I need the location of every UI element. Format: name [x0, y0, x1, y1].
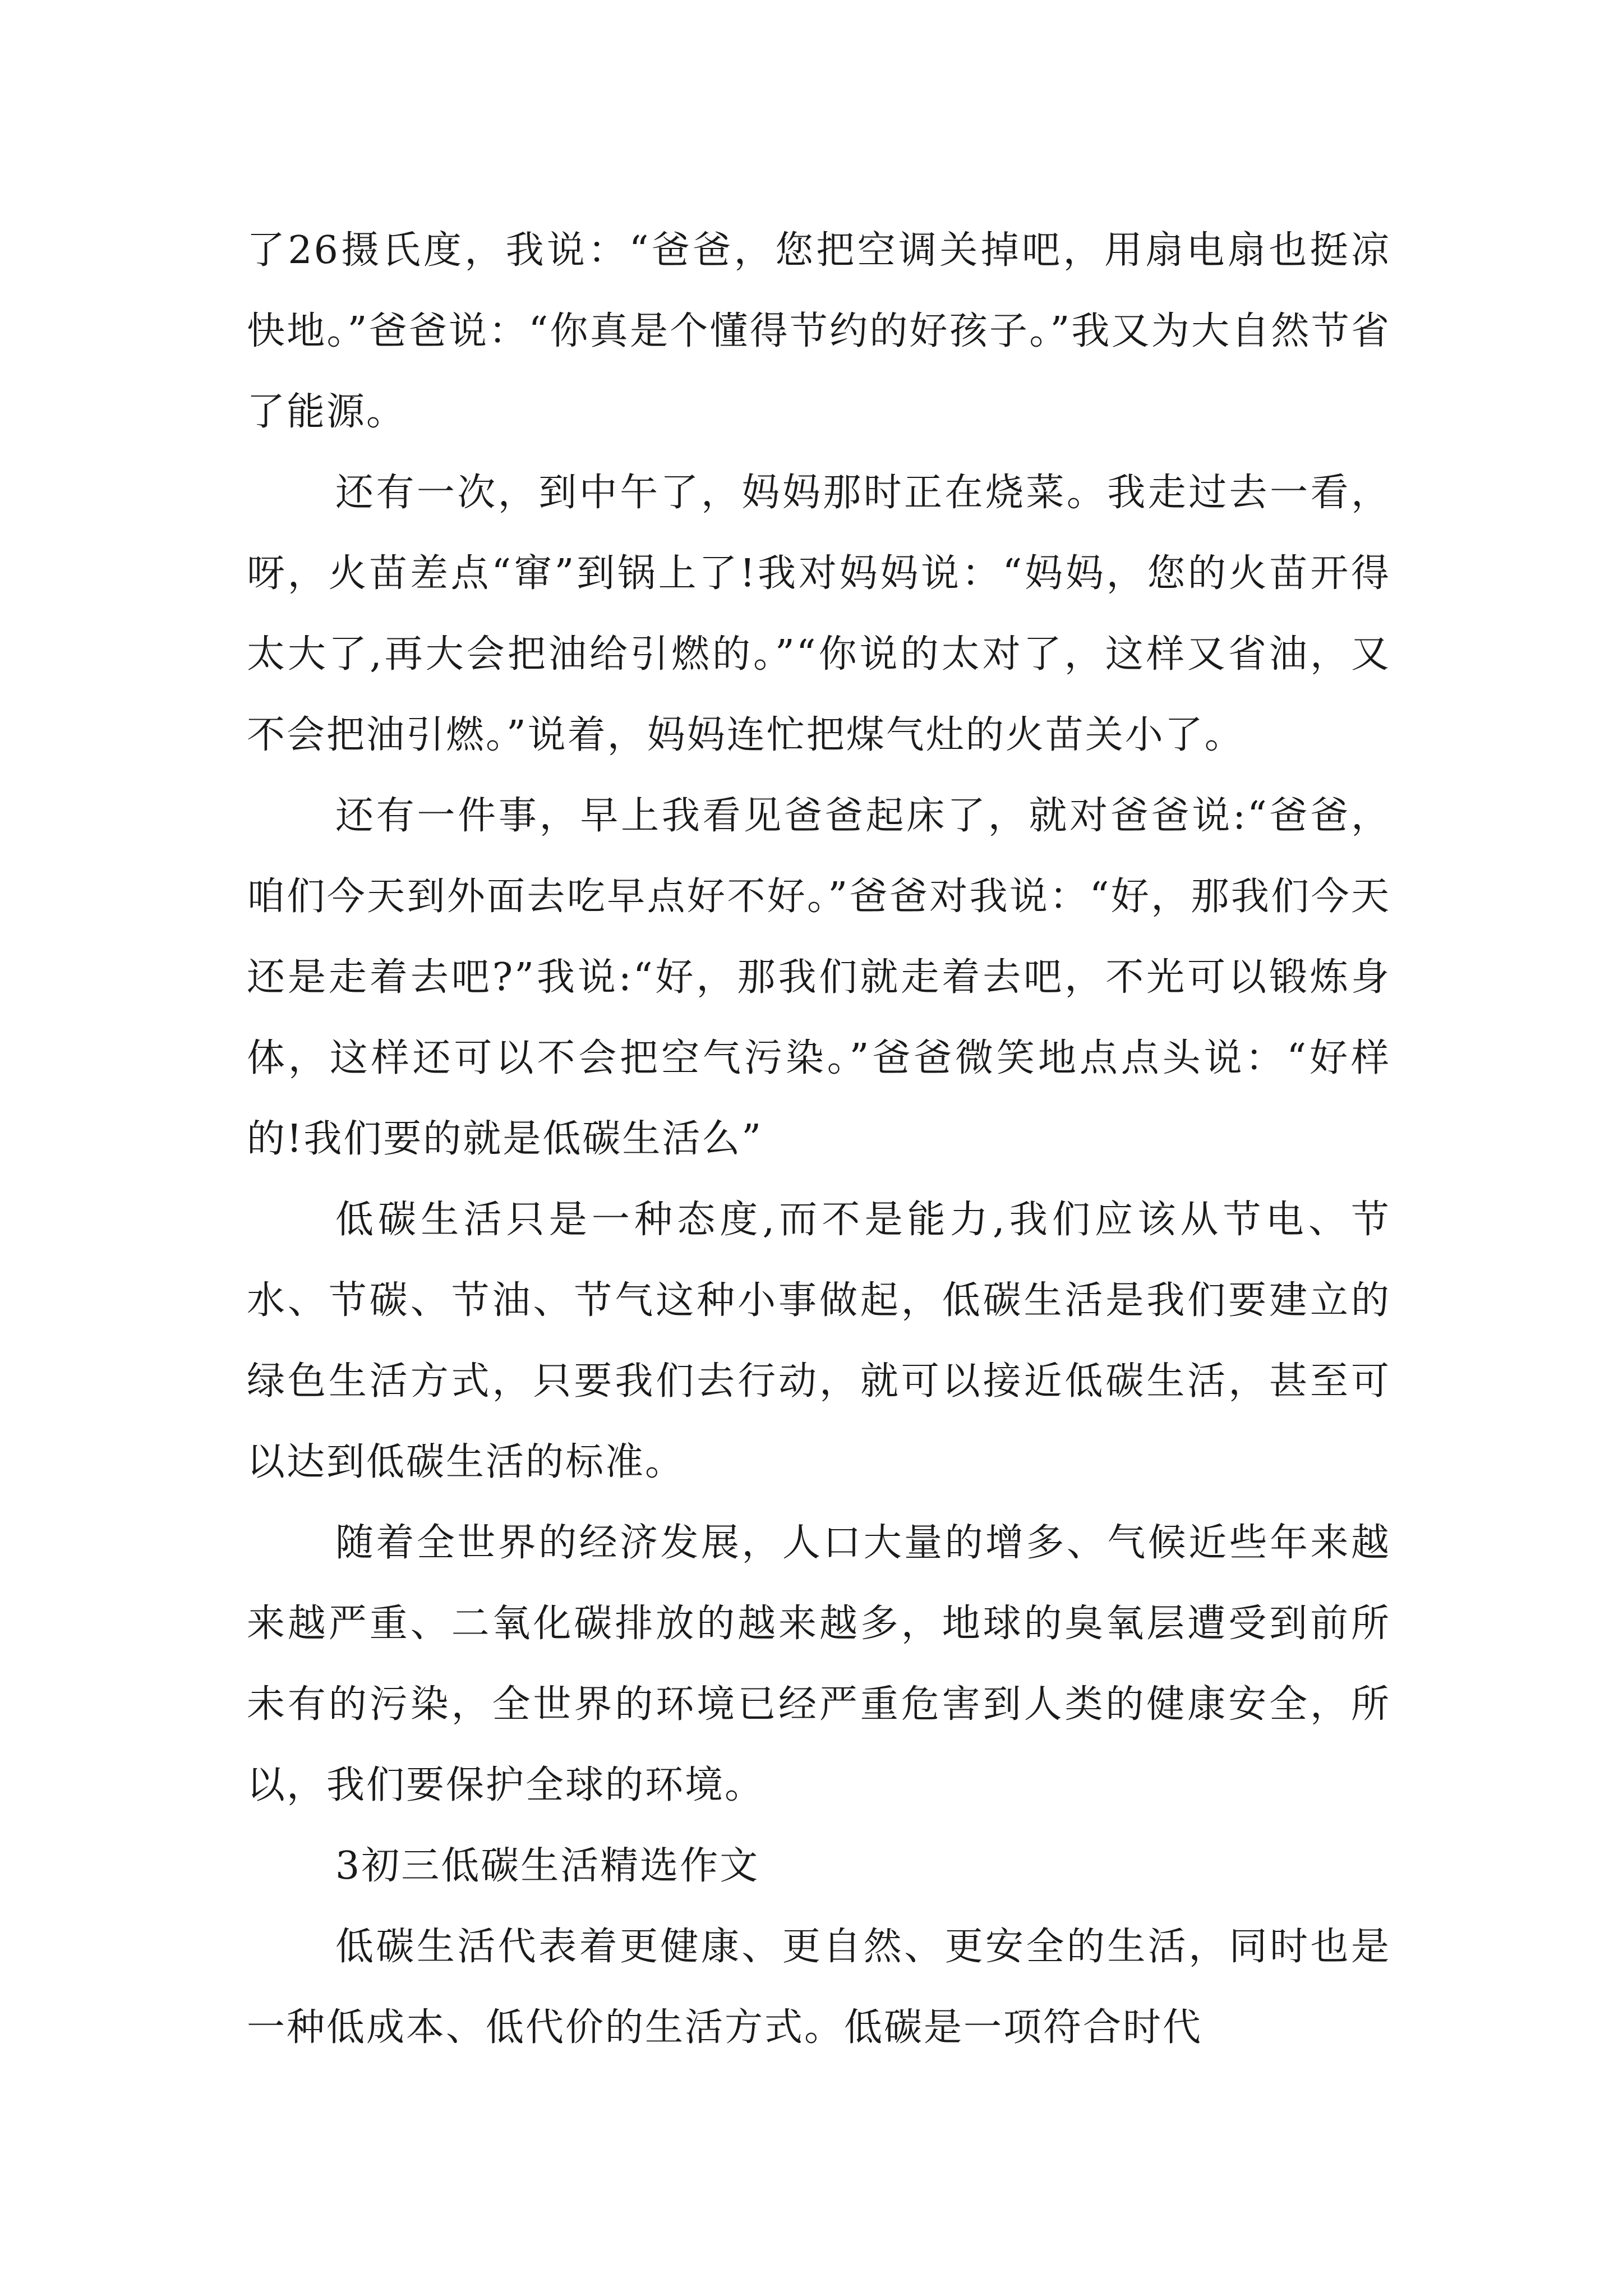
- paragraph-1: 了26摄氏度，我说：“爸爸，您把空调关掉吧，用扇电扇也挺凉快地。”爸爸说：“你真是个懂得节约的好孩子。”我又为大自然节省了能源。: [247, 228, 1391, 434]
- paragraph-5: 随着全世界的经济发展，人口大量的增多、气候近些年来越来越严重、二氧化碳排放的越来越多，地球的臭氧层遭受到前所未有的污染，全世界的环境已经严重危害到人类的健康安全，所以，我们要保护全球的环境。: [247, 1521, 1391, 1807]
- paragraph-3: 还有一件事，早上我看见爸爸起床了，就对爸爸说:“爸爸，咱们今天到外面去吃早点好不好。”爸爸对我说：“好，那我们今天还是走着去吧?”我说:“好，那我们就走着去吧，不光可以锻炼身体，这样还可以不会把空气污染。”爸爸微笑地点点头说：“好样的!我们要的就是低碳生活么”: [247, 794, 1391, 1161]
- paragraph-4: 低碳生活只是一种态度,而不是能力,我们应该从节电、节水、节碳、节油、节气这种小事做起，低碳生活是我们要建立的绿色生活方式，只要我们去行动，就可以接近低碳生活，甚至可以达到低碳生活的标准。: [247, 1198, 1391, 1484]
- paragraph-2: 还有一次，到中午了，妈妈那时正在烧菜。我走过去一看，呀，火苗差点“窜”到锅上了!我对妈妈说：“妈妈，您的火苗开得太大了,再大会把油给引燃的。”“你说的太对了，这样又省油，又不会把油引燃。”说着，妈妈连忙把煤气灶的火苗关小了。: [247, 471, 1391, 757]
- document-body: [247, 210, 1391, 2068]
- paragraph-6: 低碳生活代表着更健康、更自然、更安全的生活，同时也是一种低成本、低代价的生活方式。低碳是一项符合时代: [247, 1925, 1391, 2050]
- section-heading: 3初三低碳生活精选作文: [335, 1844, 760, 1888]
